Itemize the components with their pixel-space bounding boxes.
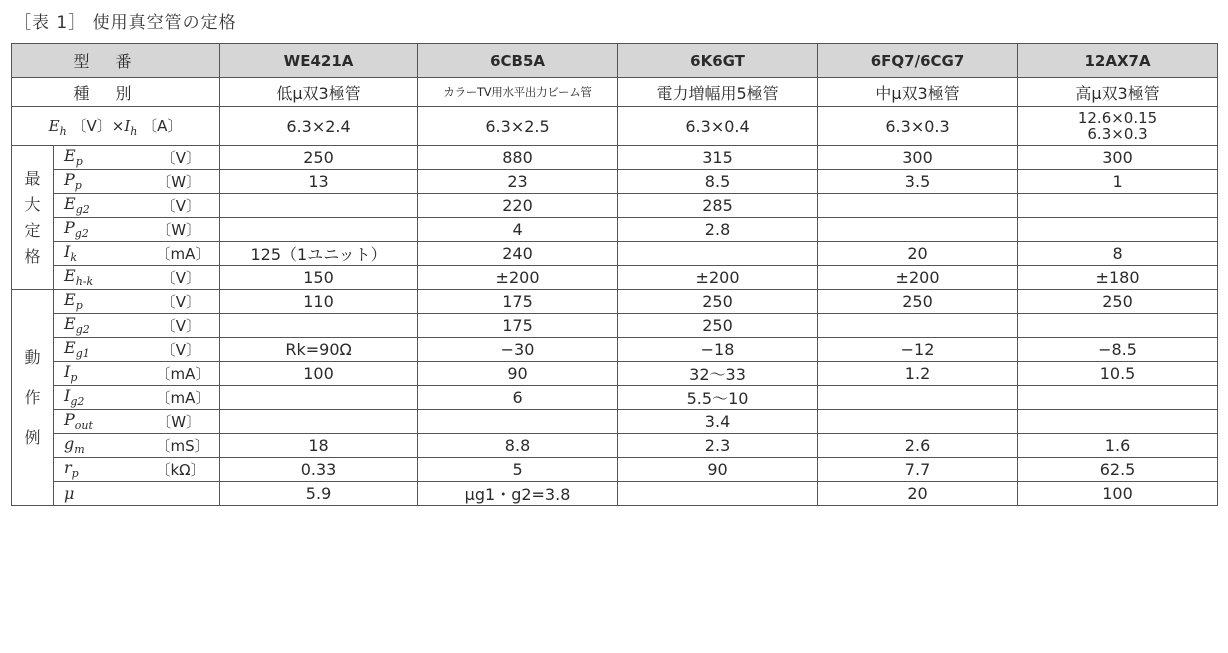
- tube-header: 6CB5A: [418, 44, 618, 78]
- value-cell: [1018, 386, 1218, 410]
- max-rating-row: [12, 218, 1218, 242]
- parameter-unit: 〔mA〕: [156, 242, 220, 266]
- operation-row: [12, 410, 1218, 434]
- value-cell: 13: [220, 170, 418, 194]
- value-cell: 125（1ユニット）: [220, 242, 418, 266]
- operation-row: [12, 458, 1218, 482]
- value-cell: 2.8: [618, 218, 818, 242]
- value-cell: 7.7: [818, 458, 1018, 482]
- value-cell: [1018, 314, 1218, 338]
- value-cell: −12: [818, 338, 1018, 362]
- value-cell: [818, 218, 1018, 242]
- value-cell: ±200: [418, 266, 618, 290]
- value-cell: ±200: [818, 266, 1018, 290]
- parameter-symbol: $I_p$: [54, 362, 156, 386]
- value-cell: 4: [418, 218, 618, 242]
- value-cell: [1018, 194, 1218, 218]
- value-cell: 150: [220, 266, 418, 290]
- value-cell: 1: [1018, 170, 1218, 194]
- value-cell: 100: [1018, 482, 1218, 506]
- value-cell: [220, 314, 418, 338]
- value-cell: [220, 410, 418, 434]
- value-cell: 90: [418, 362, 618, 386]
- value-cell: 250: [1018, 290, 1218, 314]
- parameter-unit: 〔V〕: [156, 266, 220, 290]
- parameter-unit: 〔W〕: [156, 218, 220, 242]
- parameter-symbol: $E_{h-k}$: [54, 266, 156, 290]
- heater-cell: 6.3×0.3: [818, 107, 1018, 146]
- value-cell: [220, 194, 418, 218]
- value-cell: [1018, 410, 1218, 434]
- value-cell: 5.9: [220, 482, 418, 506]
- value-cell: 285: [618, 194, 818, 218]
- parameter-symbol: $E_{g2}$: [54, 194, 156, 218]
- value-cell: 23: [418, 170, 618, 194]
- parameter-unit: 〔V〕: [156, 290, 220, 314]
- heater-cell: 6.3×0.4: [618, 107, 818, 146]
- parameter-unit: 〔V〕: [156, 314, 220, 338]
- max-rating-row: [12, 194, 1218, 218]
- parameter-unit: 〔mA〕: [156, 386, 220, 410]
- operation-row: [12, 314, 1218, 338]
- value-cell: 2.6: [818, 434, 1018, 458]
- tube-ratings-table: [11, 43, 1218, 506]
- value-cell: 880: [418, 146, 618, 170]
- value-cell: 220: [418, 194, 618, 218]
- parameter-unit: 〔V〕: [156, 194, 220, 218]
- max-rating-row: [12, 146, 1218, 170]
- heater-cell: 6.3×2.5: [418, 107, 618, 146]
- operation-row: [12, 338, 1218, 362]
- value-cell: [220, 386, 418, 410]
- value-cell: 20: [818, 482, 1018, 506]
- value-cell: 315: [618, 146, 818, 170]
- parameter-symbol: $P_{out}$: [54, 410, 156, 434]
- parameter-symbol: μ: [54, 482, 156, 506]
- value-cell: 175: [418, 290, 618, 314]
- parameter-symbol: $I_k$: [54, 242, 156, 266]
- kind-cell: カラーTV用水平出力ビーム管: [418, 78, 618, 107]
- value-cell: 6: [418, 386, 618, 410]
- parameter-symbol: $r_p$: [54, 458, 156, 482]
- value-cell: 250: [618, 314, 818, 338]
- value-cell: μg1・g2=3.8: [418, 482, 618, 506]
- value-cell: [1018, 218, 1218, 242]
- value-cell: ±200: [618, 266, 818, 290]
- operation-row: [12, 386, 1218, 410]
- parameter-symbol: $E_p$: [54, 290, 156, 314]
- value-cell: [818, 386, 1018, 410]
- tube-header: 6FQ7/6CG7: [818, 44, 1018, 78]
- parameter-symbol: $E_{g1}$: [54, 338, 156, 362]
- value-cell: 5: [418, 458, 618, 482]
- value-cell: −8.5: [1018, 338, 1218, 362]
- value-cell: 8: [1018, 242, 1218, 266]
- value-cell: 8.8: [418, 434, 618, 458]
- value-cell: 250: [618, 290, 818, 314]
- value-cell: 100: [220, 362, 418, 386]
- value-cell: 250: [818, 290, 1018, 314]
- value-cell: 5.5〜10: [618, 386, 818, 410]
- operation-row: [12, 290, 1218, 314]
- value-cell: 1.2: [818, 362, 1018, 386]
- value-cell: [220, 218, 418, 242]
- value-cell: 240: [418, 242, 618, 266]
- operation-group-label: 動 作 例: [12, 290, 54, 506]
- max-rating-group-label: 最 大 定 格: [12, 146, 54, 290]
- value-cell: [818, 410, 1018, 434]
- value-cell: 3.5: [818, 170, 1018, 194]
- value-cell: 110: [220, 290, 418, 314]
- parameter-unit: 〔V〕: [156, 338, 220, 362]
- value-cell: 20: [818, 242, 1018, 266]
- parameter-unit: 〔V〕: [156, 146, 220, 170]
- value-cell: 8.5: [618, 170, 818, 194]
- tube-header: WE421A: [220, 44, 418, 78]
- value-cell: [618, 242, 818, 266]
- kind-cell: 中μ双3極管: [818, 78, 1018, 107]
- operation-row: [12, 482, 1218, 506]
- max-rating-row: [12, 242, 1218, 266]
- heater-cell: 12.6×0.15 6.3×0.3: [1018, 107, 1218, 146]
- value-cell: 250: [220, 146, 418, 170]
- operation-row: [12, 434, 1218, 458]
- value-cell: 175: [418, 314, 618, 338]
- value-cell: ±180: [1018, 266, 1218, 290]
- parameter-unit: [156, 482, 220, 506]
- model-header-label: 型番: [12, 44, 220, 78]
- value-cell: 300: [1018, 146, 1218, 170]
- value-cell: [818, 194, 1018, 218]
- value-cell: [418, 410, 618, 434]
- parameter-symbol: $P_{g2}$: [54, 218, 156, 242]
- value-cell: 300: [818, 146, 1018, 170]
- heater-row: [12, 107, 1218, 146]
- value-cell: 2.3: [618, 434, 818, 458]
- parameter-unit: 〔W〕: [156, 170, 220, 194]
- value-cell: −30: [418, 338, 618, 362]
- max-ratings-section: [12, 146, 1218, 290]
- parameter-unit: 〔mA〕: [156, 362, 220, 386]
- heater-cell: 6.3×2.4: [220, 107, 418, 146]
- header-row: [12, 44, 1218, 78]
- value-cell: 62.5: [1018, 458, 1218, 482]
- value-cell: [818, 314, 1018, 338]
- parameter-symbol: $E_p$: [54, 146, 156, 170]
- parameter-symbol: $g_m$: [54, 434, 156, 458]
- value-cell: 90: [618, 458, 818, 482]
- parameter-unit: 〔W〕: [156, 410, 220, 434]
- tube-header: 6K6GT: [618, 44, 818, 78]
- kind-row: [12, 78, 1218, 107]
- max-rating-row: [12, 266, 1218, 290]
- value-cell: 32〜33: [618, 362, 818, 386]
- parameter-symbol: $P_p$: [54, 170, 156, 194]
- parameter-unit: 〔kΩ〕: [156, 458, 220, 482]
- heater-label: $E_h$ 〔V〕$\times I_h$ 〔A〕: [12, 107, 220, 146]
- tube-header: 12AX7A: [1018, 44, 1218, 78]
- value-cell: 3.4: [618, 410, 818, 434]
- max-rating-row: [12, 170, 1218, 194]
- parameter-symbol: $E_{g2}$: [54, 314, 156, 338]
- value-cell: 1.6: [1018, 434, 1218, 458]
- kind-label: 種別: [12, 78, 220, 107]
- value-cell: [618, 482, 818, 506]
- parameter-unit: 〔mS〕: [156, 434, 220, 458]
- parameter-symbol: $I_{g2}$: [54, 386, 156, 410]
- value-cell: 18: [220, 434, 418, 458]
- kind-cell: 電力増幅用5極管: [618, 78, 818, 107]
- table-caption: ［表 1］ 使用真空管の定格: [14, 13, 237, 33]
- operation-example-section: [12, 290, 1218, 506]
- kind-cell: 低μ双3極管: [220, 78, 418, 107]
- value-cell: −18: [618, 338, 818, 362]
- value-cell: 10.5: [1018, 362, 1218, 386]
- operation-row: [12, 362, 1218, 386]
- value-cell: Rk=90Ω: [220, 338, 418, 362]
- kind-cell: 高μ双3極管: [1018, 78, 1218, 107]
- value-cell: 0.33: [220, 458, 418, 482]
